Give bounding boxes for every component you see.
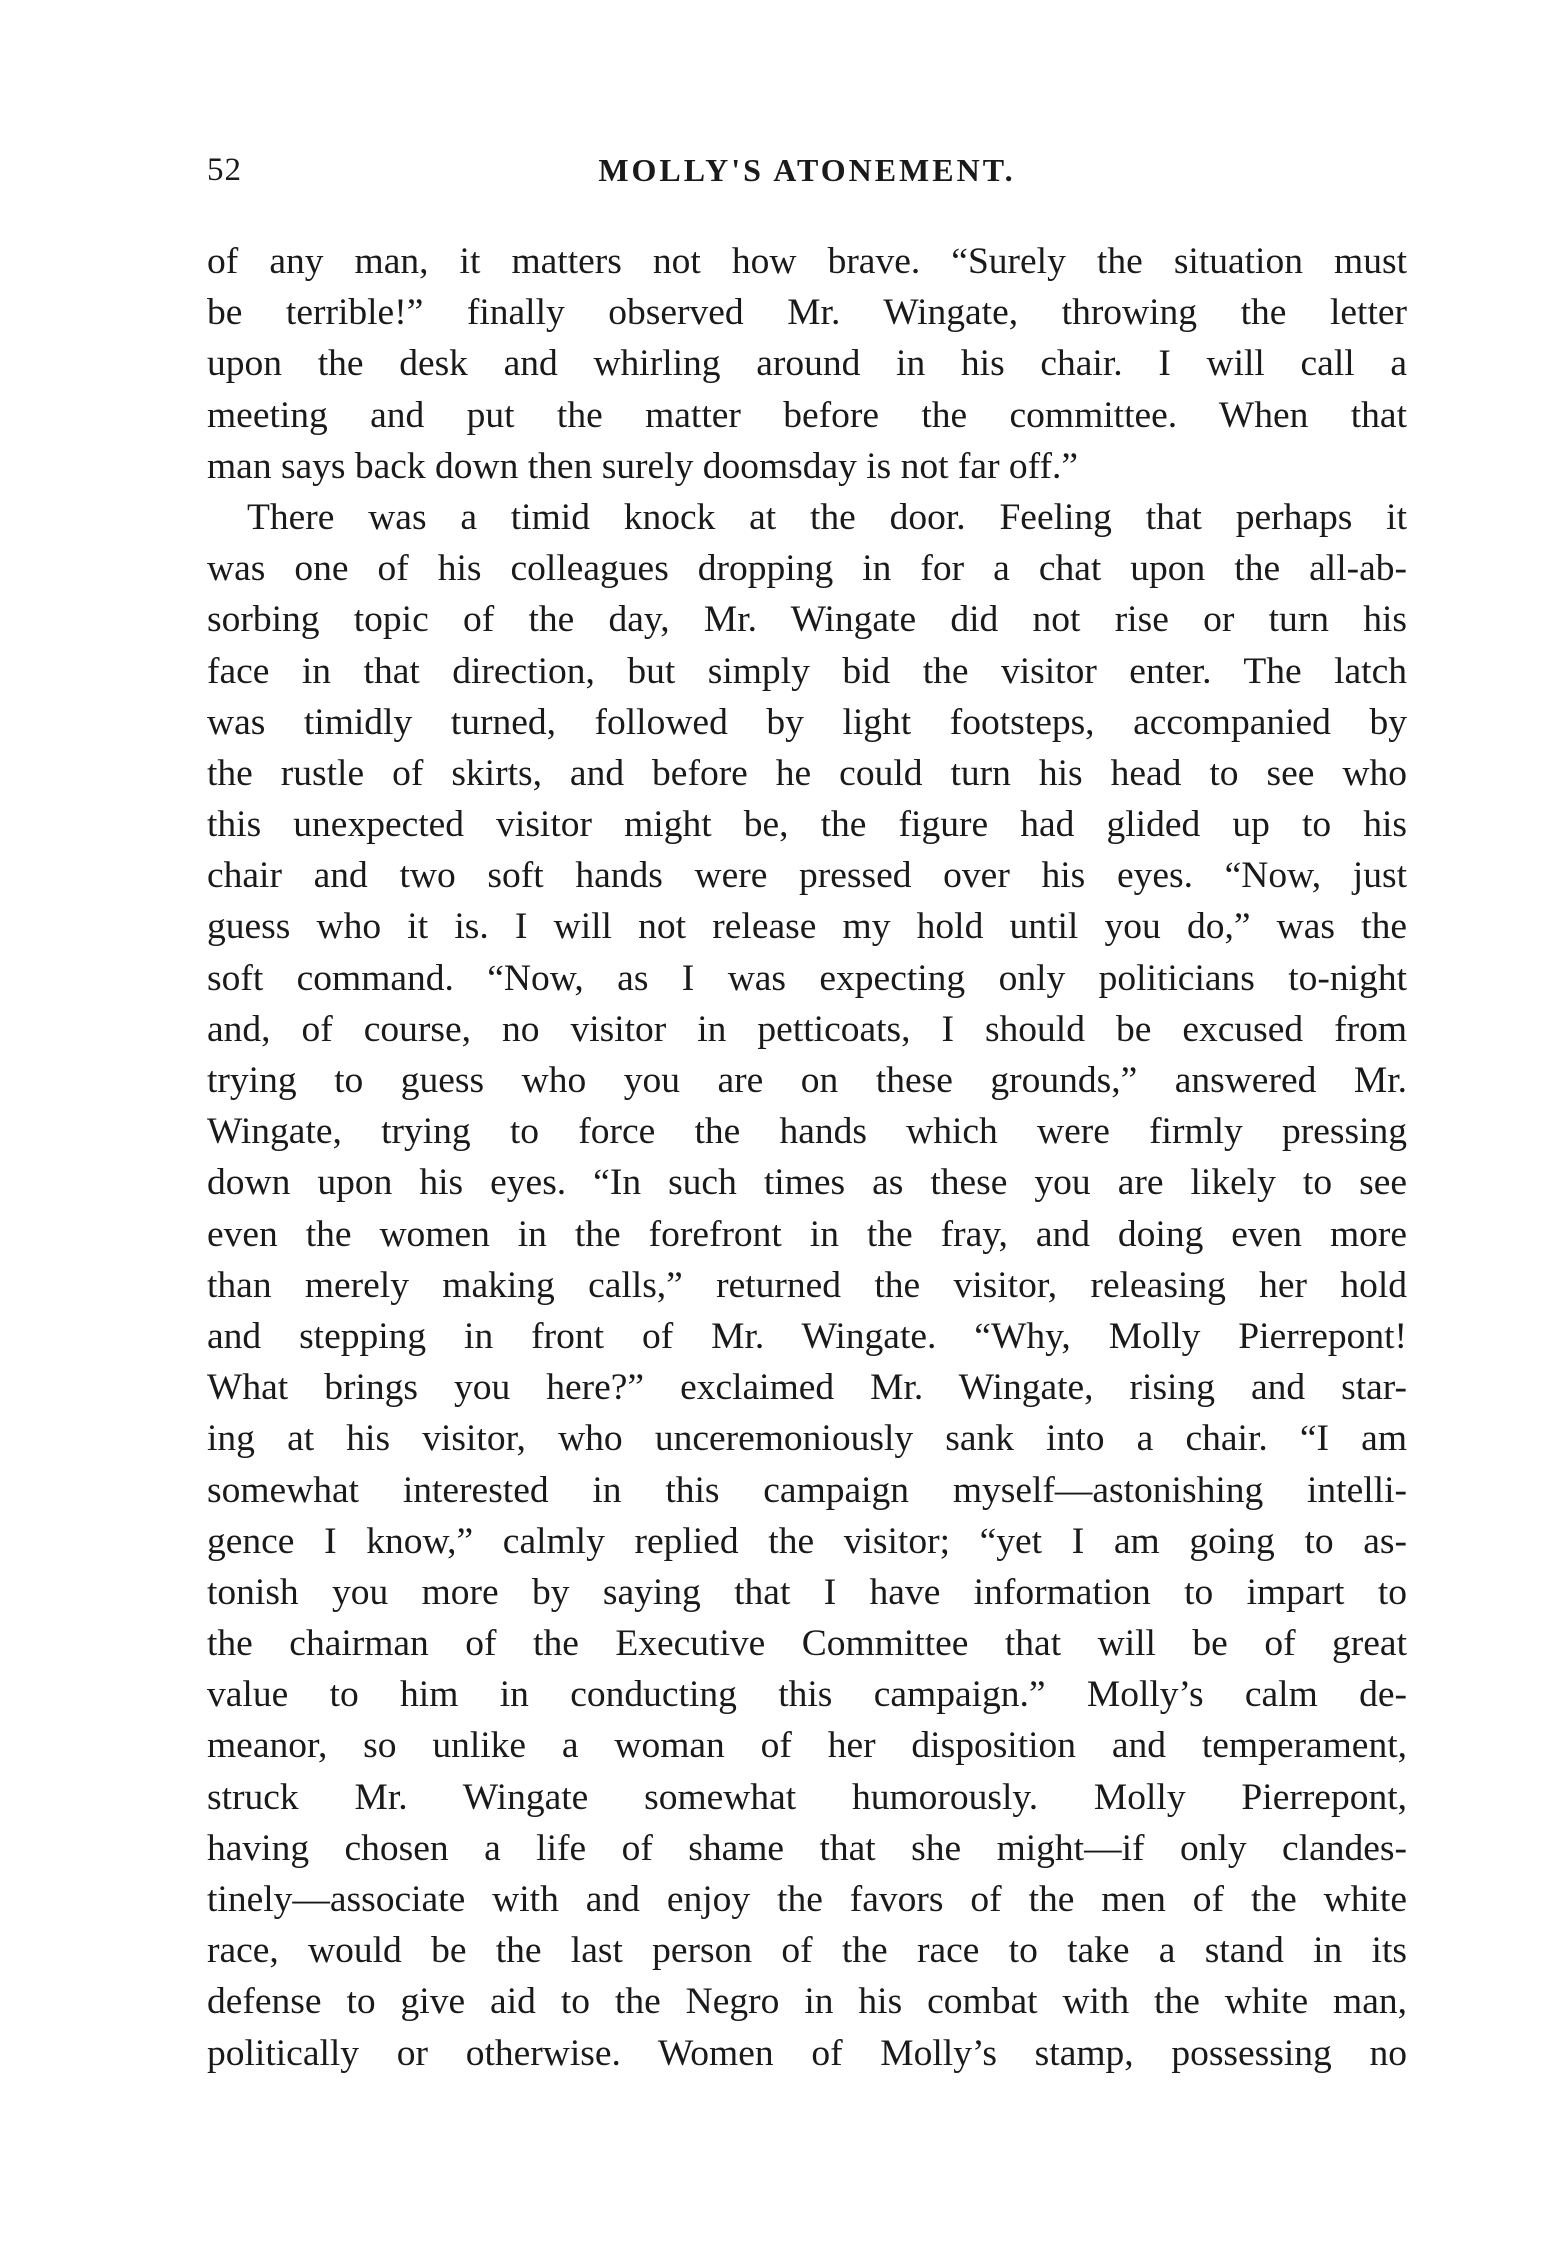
text-line: was timidly turned, followed by light footsteps, accompanied by — [207, 701, 1407, 743]
running-title: MOLLY'S ATONEMENT. — [598, 152, 1016, 188]
text-line: somewhat interested in this campaign myself—astonishing intelli- — [207, 1469, 1407, 1511]
text-line: this unexpected visitor might be, the figure had glided up to his — [207, 804, 1407, 846]
text-line: having chosen a life of shame that she might—if only clandes- — [207, 1827, 1407, 1869]
paragraph-start-line: There was a timid knock at the door. Feeling that perhaps it — [247, 496, 1407, 538]
text-line: than merely making calls,” returned the visitor, releasing her hold — [207, 1264, 1407, 1306]
text-line: tinely—associate with and enjoy the favors of the men of the white — [207, 1879, 1407, 1920]
text-line: gence I know,” calmly replied the visitor; “yet I am going to as- — [207, 1520, 1407, 1562]
text-line: struck Mr. Wingate somewhat humorously. Molly Pierrepont, — [207, 1776, 1407, 1818]
text-line: value to him in conducting this campaign.” Molly’s calm de- — [207, 1674, 1407, 1716]
text-line: be terrible!” finally observed Mr. Wingate, throwing the letter — [207, 292, 1407, 334]
text-line: defense to give aid to the Negro in his combat with the white man, — [207, 1981, 1407, 2023]
text-line: What brings you here?” exclaimed Mr. Wingate, rising and star- — [207, 1367, 1407, 1409]
text-line: the rustle of skirts, and before he could turn his head to see who — [207, 752, 1407, 794]
text-line: sorbing topic of the day, Mr. Wingate did not rise or turn his — [207, 599, 1407, 641]
text-line: upon the desk and whirling around in his chair. I will call a — [207, 343, 1407, 385]
text-line: and, of course, no visitor in petticoats, I should be excused from — [207, 1008, 1407, 1050]
paragraph-end-line: man says back down then surely doomsday is not far off.” — [207, 445, 1078, 487]
text-line: and stepping in front of Mr. Wingate. “Why, Molly Pierrepont! — [207, 1315, 1407, 1357]
text-line: of any man, it matters not how brave. “Surely the situation must — [207, 241, 1407, 282]
text-line: politically or otherwise. Women of Molly’s stamp, possessing no — [207, 2032, 1407, 2074]
text-line: trying to guess who you are on these grounds,” answered Mr. — [207, 1060, 1407, 1101]
text-line: meanor, so unlike a woman of her disposition and temperament, — [207, 1725, 1407, 1767]
text-line: ing at his visitor, who unceremoniously sank into a chair. “I am — [207, 1418, 1407, 1460]
body-text — [207, 236, 1407, 2079]
text-line: down upon his eyes. “In such times as these you are likely to see — [207, 1162, 1407, 1204]
text-line: chair and two soft hands were pressed over his eyes. “Now, just — [207, 855, 1407, 897]
page-number: 52 — [207, 152, 242, 188]
text-line: even the women in the forefront in the fray, and doing even more — [207, 1213, 1407, 1255]
text-line: face in that direction, but simply bid the visitor enter. The latch — [207, 650, 1407, 692]
text-line: the chairman of the Executive Committee that will be of great — [207, 1623, 1407, 1665]
running-head — [207, 152, 1407, 202]
text-line: soft command. “Now, as I was expecting only politicians to-night — [207, 957, 1407, 999]
text-line: guess who it is. I will not release my hold until you do,” was the — [207, 906, 1407, 948]
text-line: race, would be the last person of the race to take a stand in its — [207, 1930, 1407, 1972]
text-line: meeting and put the matter before the committee. When that — [207, 394, 1407, 436]
text-line: was one of his colleagues dropping in for a chat upon the all-ab- — [207, 548, 1407, 590]
text-line: Wingate, trying to force the hands which were firmly pressing — [207, 1111, 1407, 1153]
text-line: tonish you more by saying that I have information to impart to — [207, 1571, 1407, 1613]
